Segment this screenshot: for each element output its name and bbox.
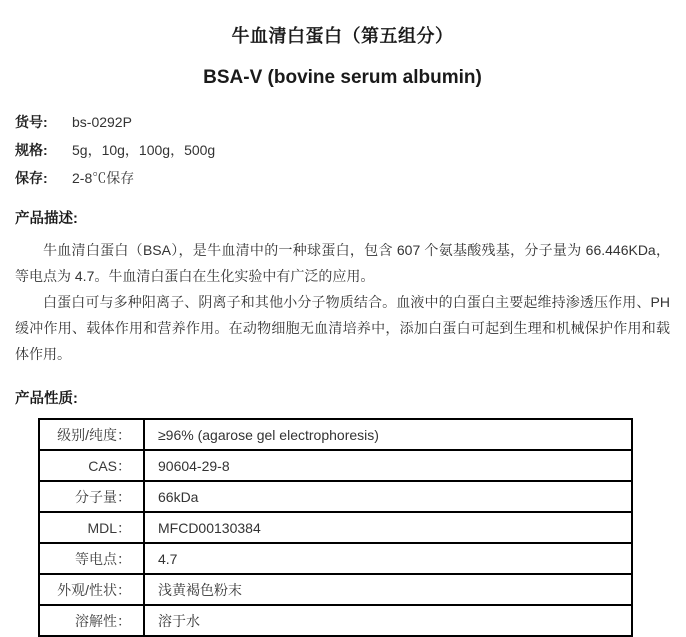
specification-value: 5g，10g，100g，500g bbox=[72, 142, 216, 158]
catalog-number-label: 货号: bbox=[15, 114, 48, 130]
molecular-weight-label: 分子量： bbox=[39, 481, 144, 512]
solubility-value: 溶于水 bbox=[144, 605, 632, 636]
mdl-label: MDL： bbox=[39, 512, 144, 543]
meta-row-catalog-number bbox=[15, 112, 670, 140]
appearance-value: 浅黄褐色粉末 bbox=[144, 574, 632, 605]
table-row-cas bbox=[39, 450, 632, 481]
storage-value: 2-8℃保存 bbox=[72, 170, 135, 186]
molecular-weight-value: 66kDa bbox=[144, 481, 632, 512]
meta-row-specification bbox=[15, 140, 670, 168]
catalog-number-value: bs-0292P bbox=[72, 114, 132, 130]
table-row-mdl bbox=[39, 512, 632, 543]
product-title-chinese: 牛血清白蛋白（第五组分） bbox=[231, 26, 454, 46]
storage-label: 保存: bbox=[15, 170, 48, 186]
properties-heading: 产品性质: bbox=[15, 391, 78, 407]
table-row-solubility bbox=[39, 605, 632, 636]
table-row-appearance bbox=[39, 574, 632, 605]
description-paragraph-1: 牛血清白蛋白（BSA），是牛血清中的一种球蛋白，包含 607 个氨基酸残基，分子量为 66.446KDa，等电点为 4.7。牛血清白蛋白在生化实验中有广泛的应用。 bbox=[15, 242, 670, 284]
description-paragraph-2: 白蛋白可与多种阳离子、阴离子和其他小分子物质结合。血液中的白蛋白主要起维持渗透压作用、PH缓冲作用、载体作用和营养作用。在动物细胞无血清培养中，添加白蛋白可起到生理和机械保护作用和载体作用。 bbox=[15, 294, 670, 362]
specification-label: 规格: bbox=[15, 142, 48, 158]
cas-value: 90604-29-8 bbox=[144, 450, 632, 481]
mdl-value: MFCD00130384 bbox=[144, 512, 632, 543]
table-row-isoelectric-point bbox=[39, 543, 632, 574]
meta-row-storage bbox=[15, 168, 670, 196]
grade-purity-value: ≥96% (agarose gel electrophoresis) bbox=[144, 419, 632, 450]
solubility-label: 溶解性： bbox=[39, 605, 144, 636]
table-row-molecular-weight bbox=[39, 481, 632, 512]
isoelectric-point-label: 等电点： bbox=[39, 543, 144, 574]
description-body bbox=[15, 237, 670, 367]
product-title-english: BSA-V (bovine serum albumin) bbox=[203, 67, 482, 88]
cas-label: CAS： bbox=[39, 450, 144, 481]
isoelectric-point-value: 4.7 bbox=[144, 543, 632, 574]
properties-table bbox=[38, 418, 633, 637]
description-heading: 产品描述: bbox=[15, 211, 78, 227]
grade-purity-label: 级别/纯度： bbox=[39, 419, 144, 450]
product-meta bbox=[15, 112, 670, 196]
appearance-label: 外观/性状： bbox=[39, 574, 144, 605]
table-row-grade-purity bbox=[39, 419, 632, 450]
